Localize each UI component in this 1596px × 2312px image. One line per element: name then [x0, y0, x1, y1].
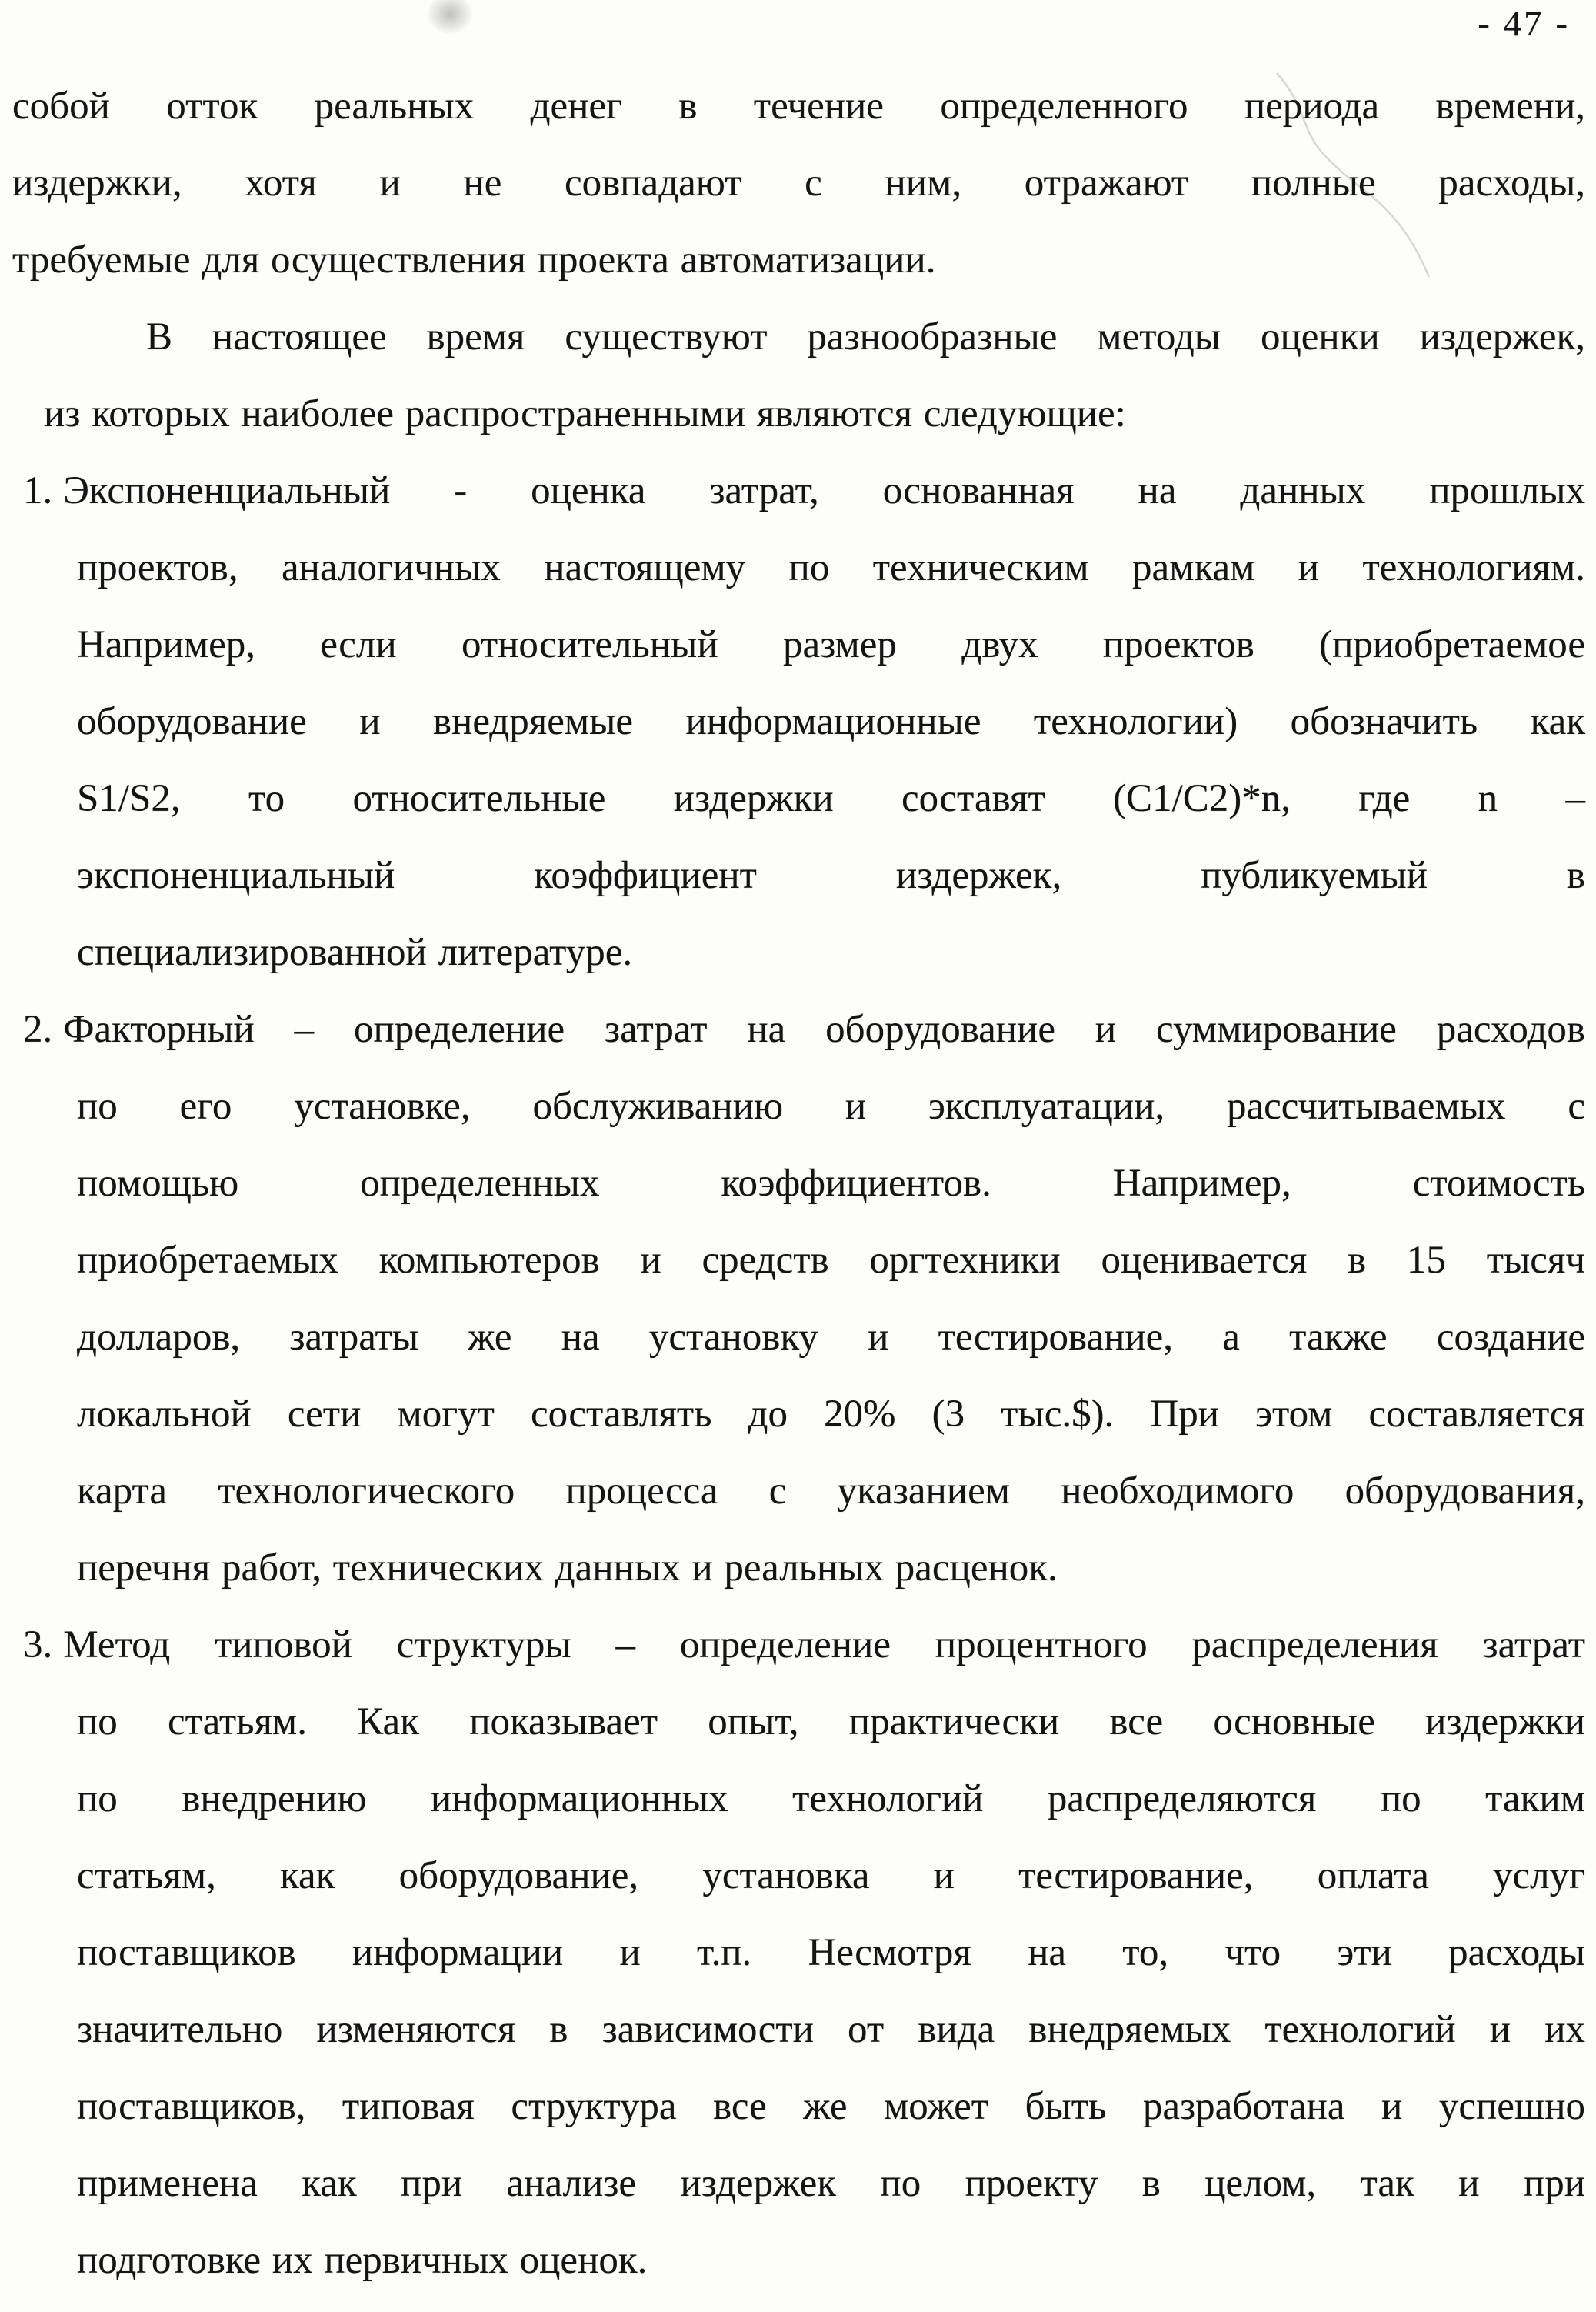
text-line: из которых наиболее распространенными являются следующие: [44, 392, 1126, 435]
list-item-1-line: экспоненциальный коэффициент издержек, публикуемый в [77, 854, 1585, 897]
list-item-3-line: значительно изменяются в зависимости от вида внедряемых технологий и их [77, 2008, 1585, 2051]
list-item-3-number: 3. [23, 1623, 53, 1666]
list-item-3-line: статьям, как оборудование, установка и тестирование, оплата услуг [77, 1854, 1585, 1897]
list-item-1-line: S1/S2, то относительные издержки составят (C1/C2)*n, где n – [77, 777, 1585, 820]
list-item-2-line: локальной сети могут составлять до 20% (3 тыс.$). При этом составляется [77, 1393, 1585, 1436]
list-item-2-line: приобретаемых компьютеров и средств оргтехники оценивается в 15 тысяч [77, 1239, 1585, 1282]
list-item-1-text: Экспоненциальный - оценка затрат, основанная на данных прошлых [63, 469, 1585, 512]
list-item-3-line: по статьям. Как показывает опыт, практически все основные издержки [77, 1700, 1585, 1743]
list-item-3-line: подготовке их первичных оценок. [77, 2239, 648, 2282]
list-item-2-line: долларов, затраты же на установку и тестирование, а также создание [77, 1316, 1585, 1359]
list-item-2-line: карта технологического процесса с указанием необходимого оборудования, [77, 1470, 1585, 1513]
text-line: требуемые для осуществления проекта автоматизации. [12, 239, 936, 282]
list-item-1-number: 1. [23, 469, 53, 512]
page-number: - 47 - [1478, 4, 1570, 44]
text-line: издержки, хотя и не совпадают с ним, отражают полные расходы, [12, 162, 1585, 205]
list-item-3-line: поставщиков, типовая структура все же может быть разработана и успешно [77, 2085, 1585, 2128]
list-item-2-line: перечня работ, технических данных и реальных расценок. [77, 1546, 1058, 1590]
list-item-1-line: специализированной литературе. [77, 931, 633, 974]
scan-smudge-artifact [428, 0, 472, 34]
list-item-3-text: Метод типовой структуры – определение процентного распределения затрат [63, 1623, 1585, 1666]
text-line: собой отток реальных денег в течение определенного периода времени, [12, 85, 1585, 128]
list-item-1-line [23, 452, 1585, 529]
list-item-2-number: 2. [23, 1008, 53, 1051]
list-item-2-line: помощью определенных коэффициентов. Например, стоимость [77, 1162, 1585, 1205]
list-item-2-line: по его установке, обслуживанию и эксплуатации, рассчитываемых с [77, 1085, 1585, 1128]
list-item-3-line: по внедрению информационных технологий распределяются по таким [77, 1777, 1585, 1820]
list-item-1-line: оборудование и внедряемые информационные технологии) обозначить как [77, 700, 1585, 743]
list-item-3-line: применена как при анализе издержек по проекту в целом, так и при [77, 2162, 1585, 2205]
list-item-2-line [23, 991, 1585, 1068]
list-item-1-line: проектов, аналогичных настоящему по техническим рамкам и технологиям. [77, 546, 1585, 589]
list-item-2-text: Факторный – определение затрат на оборудование и суммирование расходов [63, 1008, 1585, 1051]
list-item-1-line: Например, если относительный размер двух проектов (приобретаемое [77, 623, 1585, 666]
document-text [12, 68, 1585, 2299]
list-item-3-line [23, 1606, 1585, 1683]
text-line: В настоящее время существуют разнообразные методы оценки издержек, [146, 315, 1585, 359]
list-item-3-line: поставщиков информации и т.п. Несмотря на то, что эти расходы [77, 1931, 1585, 1974]
